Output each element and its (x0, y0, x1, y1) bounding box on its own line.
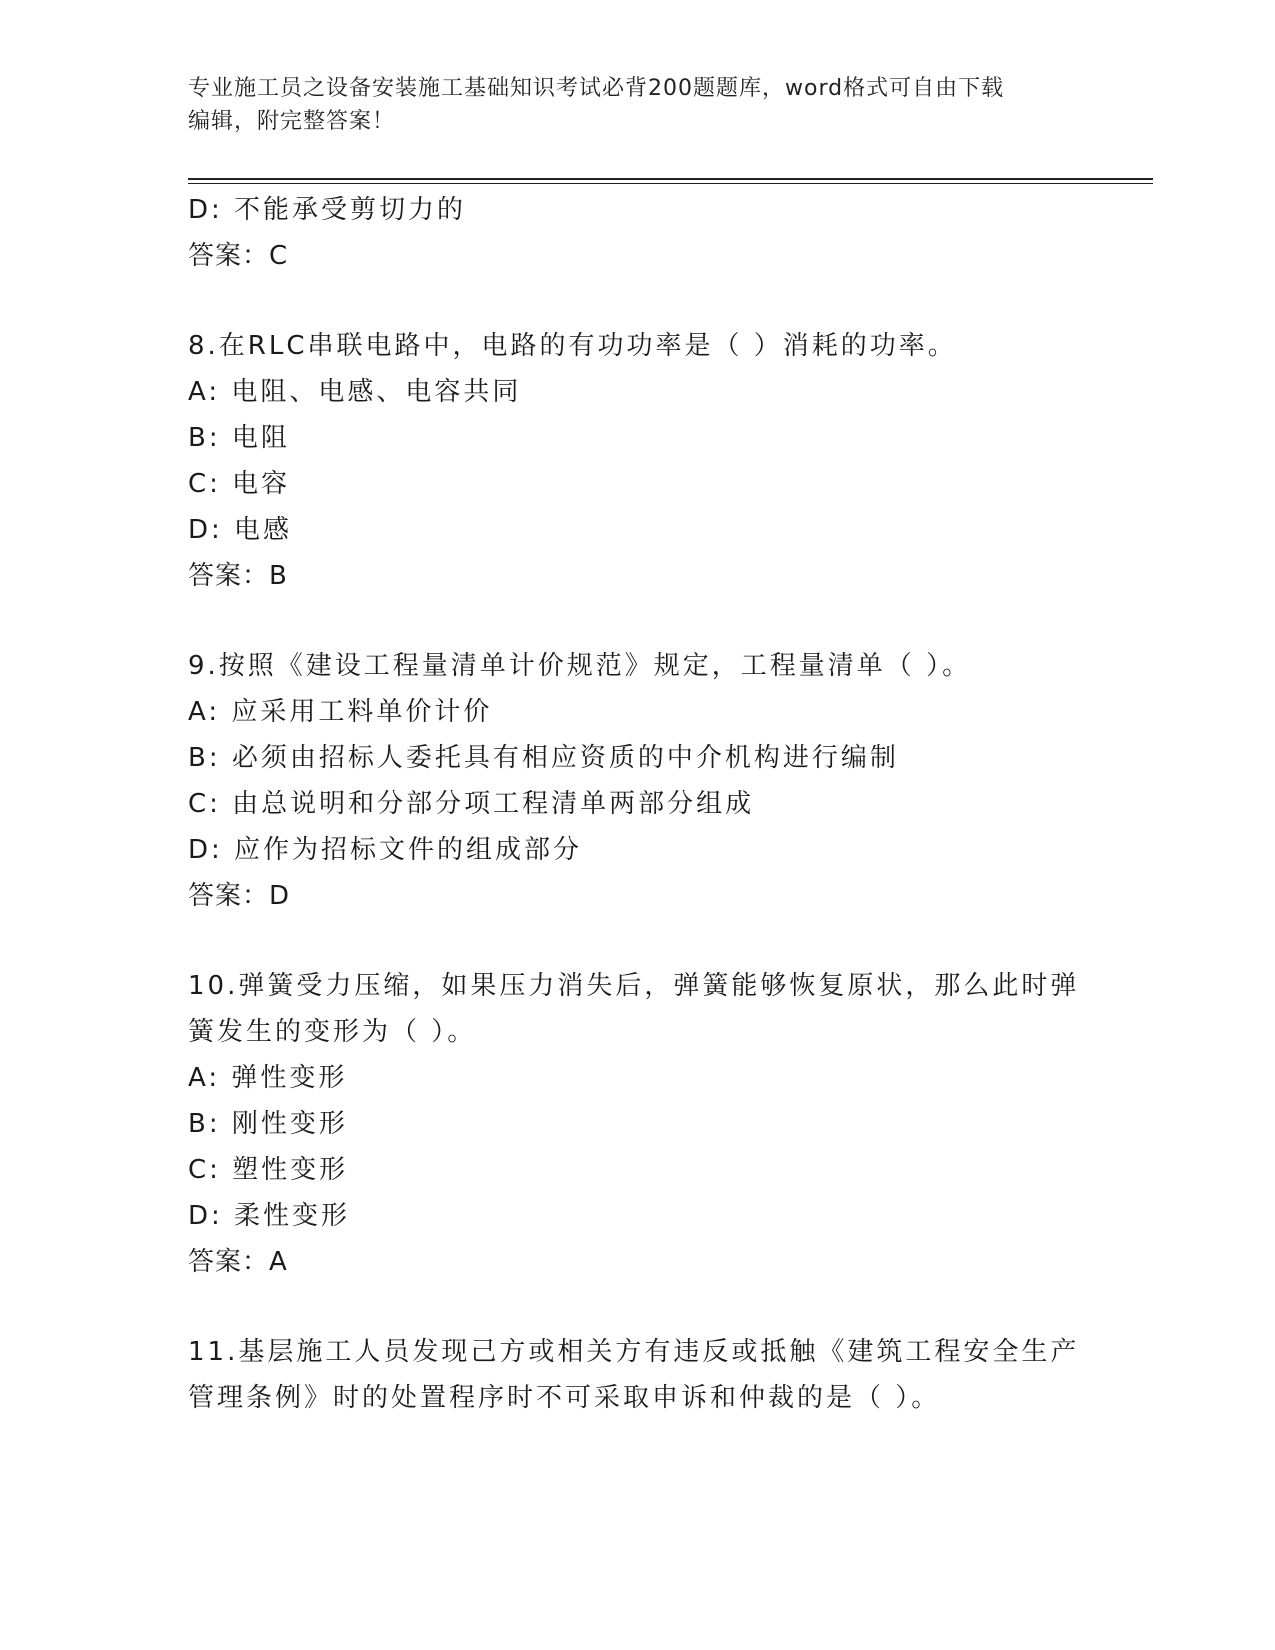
header-divider-thick (188, 178, 1153, 180)
header-divider-thin (188, 183, 1153, 184)
q10-option-c: C: 塑性变形 (188, 1155, 349, 1185)
q10-option-d: D: 柔性变形 (188, 1201, 351, 1231)
q7-option-d: D: 不能承受剪切力的 (188, 195, 467, 225)
q10-stem-line-1: 10.弹簧受力压缩，如果压力消失后，弹簧能够恢复原状，那么此时弹 (188, 971, 1080, 1001)
q8-option-c: C: 电容 (188, 469, 291, 499)
q8-option-a: A: 电阻、电感、电容共同 (188, 377, 522, 407)
q8-option-d: D: 电感 (188, 515, 293, 545)
question-list (188, 187, 1108, 1421)
q10-answer: 答案：A (188, 1247, 288, 1277)
q9-answer: 答案：D (188, 881, 291, 911)
page-header (188, 72, 1068, 138)
spacer (188, 919, 1108, 963)
q11-stem-line-2: 管理条例》时的处置程序时不可采取申诉和仲裁的是（ ）。 (188, 1383, 941, 1413)
q7-answer: 答案：C (188, 241, 289, 271)
q9-stem: 9.按照《建设工程量清单计价规范》规定，工程量清单（ ）。 (188, 651, 972, 681)
q11-stem-line-1: 11.基层施工人员发现己方或相关方有违反或抵触《建筑工程安全生产 (188, 1337, 1080, 1367)
spacer (188, 279, 1108, 323)
spacer (188, 599, 1108, 643)
q9-option-b: B: 必须由招标人委托具有相应资质的中介机构进行编制 (188, 743, 899, 773)
q9-option-a: A: 应采用工料单价计价 (188, 697, 493, 727)
q10-option-b: B: 刚性变形 (188, 1109, 348, 1139)
header-line-2: 编辑，附完整答案！ (188, 109, 396, 134)
q10-option-a: A: 弹性变形 (188, 1063, 348, 1093)
q8-option-b: B: 电阻 (188, 423, 290, 453)
q10-stem-line-2: 簧发生的变形为（ ）。 (188, 1017, 477, 1047)
header-line-1: 专业施工员之设备安装施工基础知识考试必背200题题库，word格式可自由下载 (188, 76, 1005, 101)
spacer (188, 1285, 1108, 1329)
q9-option-d: D: 应作为招标文件的组成部分 (188, 835, 583, 865)
q8-stem: 8.在RLC串联电路中，电路的有功功率是（ ）消耗的功率。 (188, 331, 957, 361)
q8-answer: 答案：B (188, 561, 288, 591)
q9-option-c: C: 由总说明和分部分项工程清单两部分组成 (188, 789, 755, 819)
